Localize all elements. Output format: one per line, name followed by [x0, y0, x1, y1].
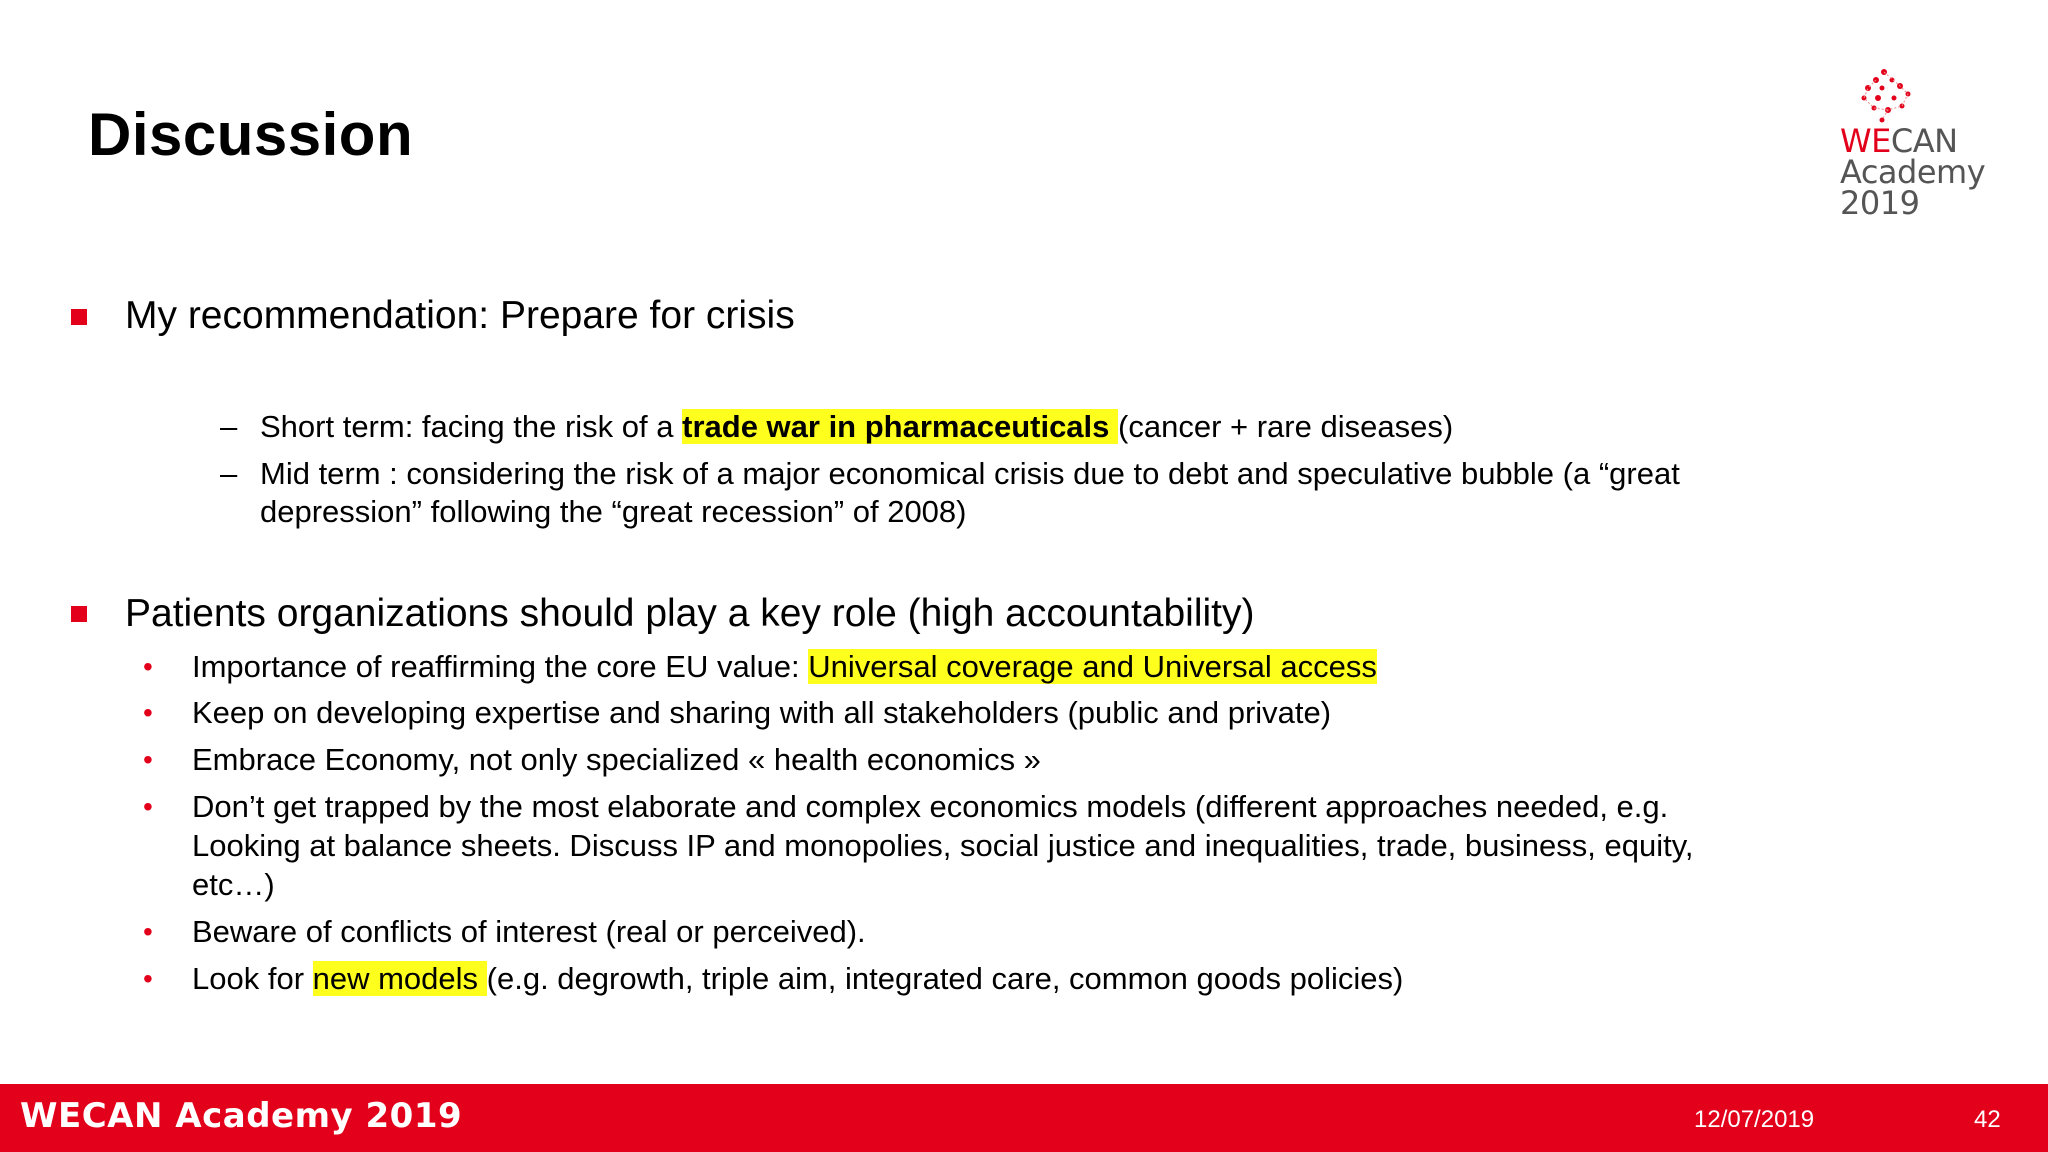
- logo-academy: Academy: [1840, 153, 1986, 191]
- section1-item-2-line2: depression” following the “great recession” of 2008): [260, 494, 967, 529]
- bullet-dot-icon: •: [143, 651, 153, 682]
- section2-item-4-line2: Looking at balance sheets. Discuss IP and monopolies, social justice and inequalities, trade, business, equity,: [192, 828, 1694, 863]
- footer-bar: [0, 1084, 2048, 1152]
- section1-heading: My recommendation: Prepare for crisis: [125, 294, 795, 337]
- page-number: 42: [1974, 1106, 2001, 1133]
- item-text: Short term: facing the risk of a: [260, 409, 683, 444]
- section2-item-2: Keep on developing expertise and sharing with all stakeholders (public and private): [192, 695, 1332, 730]
- slide-title: Discussion: [88, 101, 414, 168]
- bullet-square-icon: [71, 606, 87, 622]
- dash-icon: –: [220, 456, 238, 491]
- logo-can: CAN: [1890, 122, 1958, 160]
- bullet-dot-icon: •: [143, 916, 153, 947]
- item-text: Look for: [192, 961, 313, 996]
- highlight-trade-war: trade war in pharmaceuticals: [682, 409, 1119, 444]
- section1-item-2-line1: Mid term : considering the risk of a major economical crisis due to debt and speculative bubble (a “great: [260, 456, 1680, 491]
- section2-item-6: [192, 959, 1403, 998]
- logo-text: [1840, 122, 1986, 222]
- bullet-dot-icon: •: [143, 791, 153, 822]
- section1-item-1: [260, 407, 1453, 446]
- section2-item-1: [192, 647, 1377, 686]
- section2-item-3: Embrace Economy, not only specialized « health economics »: [192, 742, 1041, 777]
- logo-year: 2019: [1840, 184, 1920, 222]
- item-text: (cancer + rare diseases): [1118, 409, 1454, 444]
- bullet-dot-icon: •: [143, 697, 153, 728]
- bullet-dot-icon: •: [143, 963, 153, 994]
- dash-icon: –: [220, 409, 238, 444]
- section2-item-4-line3: etc…): [192, 867, 275, 902]
- item-text: (e.g. degrowth, triple aim, integrated care, common goods policies): [486, 961, 1404, 996]
- highlight-universal: Universal coverage and Universal access: [808, 649, 1377, 684]
- network-dots-icon: [1854, 68, 1924, 124]
- section2-item-5: Beware of conflicts of interest (real or perceived).: [192, 914, 866, 949]
- footer-date: 12/07/2019: [1694, 1106, 1815, 1133]
- wecan-logo: [1836, 68, 1986, 228]
- section2-item-4-line1: Don’t get trapped by the most elaborate and complex economics models (different approaches needed, e.g.: [192, 789, 1669, 824]
- highlight-new-models: new models: [312, 961, 487, 996]
- logo-we: WE: [1840, 122, 1891, 160]
- bullet-dot-icon: •: [143, 744, 153, 775]
- section2-heading: Patients organizations should play a key role (high accountability): [125, 592, 1255, 635]
- bullet-square-icon: [71, 309, 87, 325]
- item-text: Importance of reaffirming the core EU value:: [192, 649, 809, 684]
- footer-brand: WECAN Academy 2019: [20, 1096, 463, 1136]
